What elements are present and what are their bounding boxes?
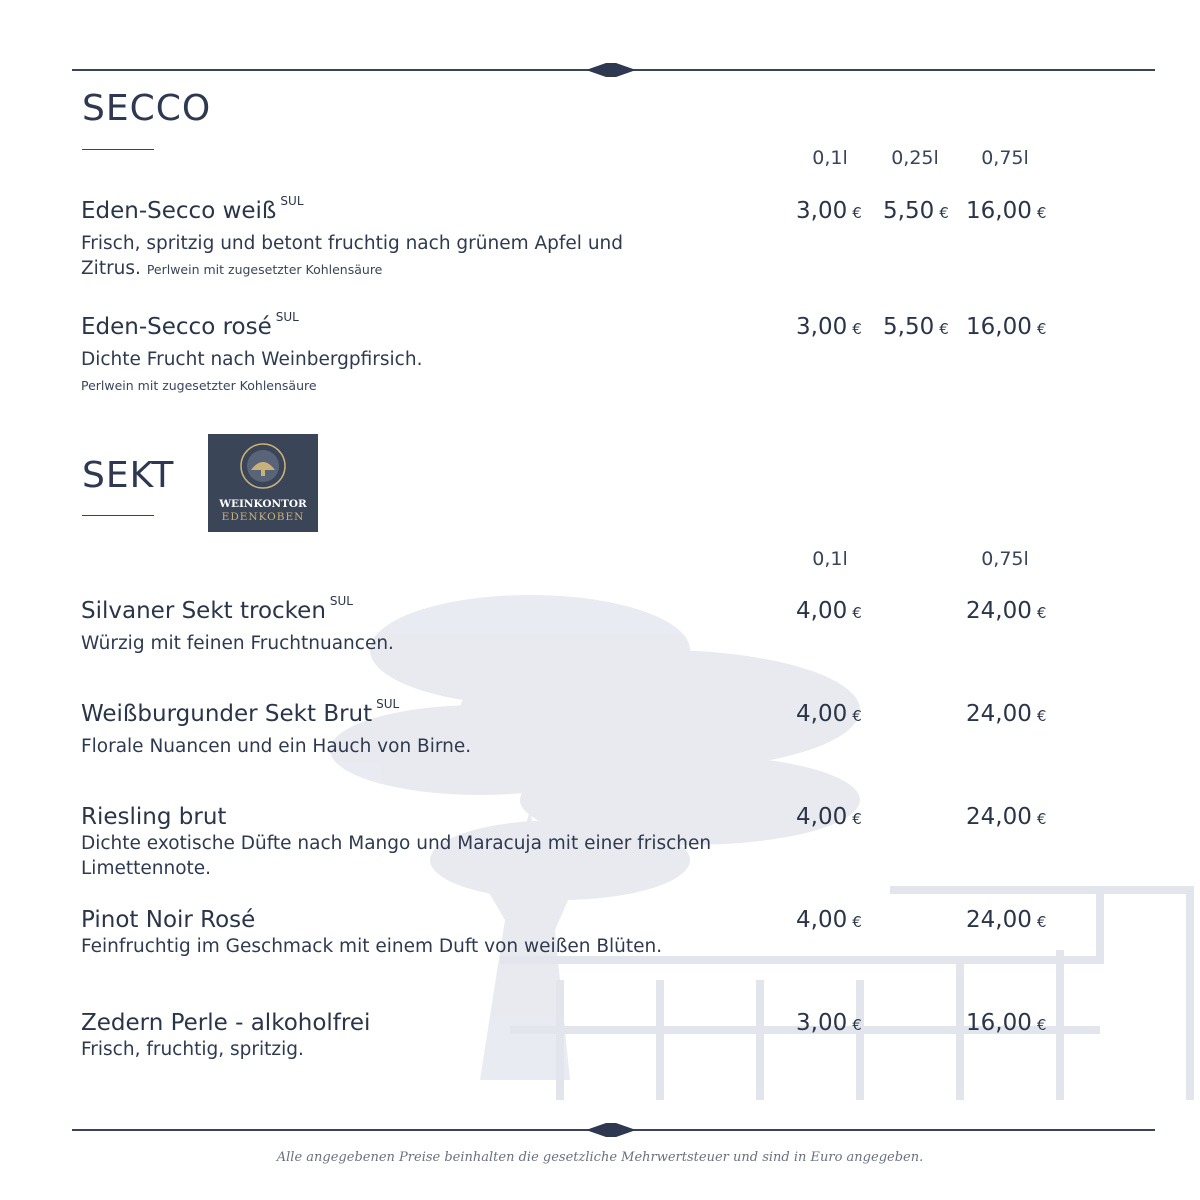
column-header: 0,75l <box>981 147 1029 169</box>
menu-item-name: Eden-Secco rosé $^{SUL}$ <box>81 310 299 340</box>
section-underline <box>82 149 154 150</box>
menu-item-description: Dichte Frucht nach Weinbergpfirsich. Perlwein mit zugesetzter Kohlensäure <box>81 349 423 393</box>
menu-item-note: Perlwein mit zugesetzter Kohlensäure <box>146 262 383 277</box>
price: 24,00 € <box>966 598 1047 624</box>
menu-item-note: Perlwein mit zugesetzter Kohlensäure <box>81 378 317 393</box>
column-header: 0,1l <box>812 147 848 169</box>
menu-item-description: Florale Nuancen und ein Hauch von Birne. <box>81 736 472 757</box>
price: 5,50 € <box>883 198 949 224</box>
menu-item-description: Würzig mit feinen Fruchtnuancen. <box>81 633 394 654</box>
menu-item-name: Silvaner Sekt trocken $^{SUL}$ <box>81 594 353 624</box>
column-header: 0,75l <box>981 548 1029 570</box>
price: 24,00 € <box>966 907 1047 933</box>
price: 4,00 € <box>796 907 862 933</box>
price: 4,00 € <box>796 701 862 727</box>
footer-note: Alle angegebenen Preise beinhalten die gesetzliche Mehrwertsteuer und sind in Euro angegeben. <box>276 1150 924 1165</box>
price: 24,00 € <box>966 804 1047 830</box>
allergen-tag: SUL <box>376 697 400 712</box>
column-header: 0,1l <box>812 548 848 570</box>
menu-item-name: Weißburgunder Sekt Brut $^{SUL}$ <box>81 697 400 727</box>
section-title-secco: SECCO <box>82 88 212 129</box>
price: 16,00 € <box>966 314 1047 340</box>
menu-item-description: Frisch, fruchtig, spritzig. <box>81 1039 304 1060</box>
menu-item-description: Frisch, spritzig und betont fruchtig nach grünem Apfel und Zitrus. Perlwein mit zugesetzter Kohlensäure <box>81 233 624 279</box>
price: 24,00 € <box>966 701 1047 727</box>
price: 3,00 € <box>796 314 862 340</box>
top-divider <box>0 60 1200 80</box>
allergen-tag: SUL <box>275 310 299 325</box>
column-header: 0,25l <box>891 147 939 169</box>
menu-item-description: Feinfruchtig im Geschmack mit einem Duft von weißen Blüten. <box>81 936 663 957</box>
menu-item-name: Pinot Noir Rosé <box>81 907 256 933</box>
bottom-divider <box>0 1120 1200 1140</box>
weinkontor-logo <box>208 434 318 532</box>
allergen-tag: SUL <box>280 194 304 209</box>
logo-text-line1: WEINKONTOR <box>219 498 307 510</box>
menu-item-name: Zedern Perle - alkoholfrei <box>81 1010 371 1036</box>
allergen-tag: SUL <box>329 594 353 609</box>
price: 4,00 € <box>796 804 862 830</box>
menu-item-name: Riesling brut <box>81 804 227 830</box>
price: 16,00 € <box>966 198 1047 224</box>
price: 3,00 € <box>796 1010 862 1036</box>
logo-text-line2: EDENKOBEN <box>221 511 305 523</box>
price: 16,00 € <box>966 1010 1047 1036</box>
menu-item-description: Dichte exotische Düfte nach Mango und Maracuja mit einer frischen Limettennote. <box>81 833 712 879</box>
section-title-sekt: SEKT <box>82 455 175 496</box>
price: 3,00 € <box>796 198 862 224</box>
menu-item-name: Eden-Secco weiß $^{SUL}$ <box>81 194 304 224</box>
price: 4,00 € <box>796 598 862 624</box>
section-underline <box>82 515 154 516</box>
price: 5,50 € <box>883 314 949 340</box>
